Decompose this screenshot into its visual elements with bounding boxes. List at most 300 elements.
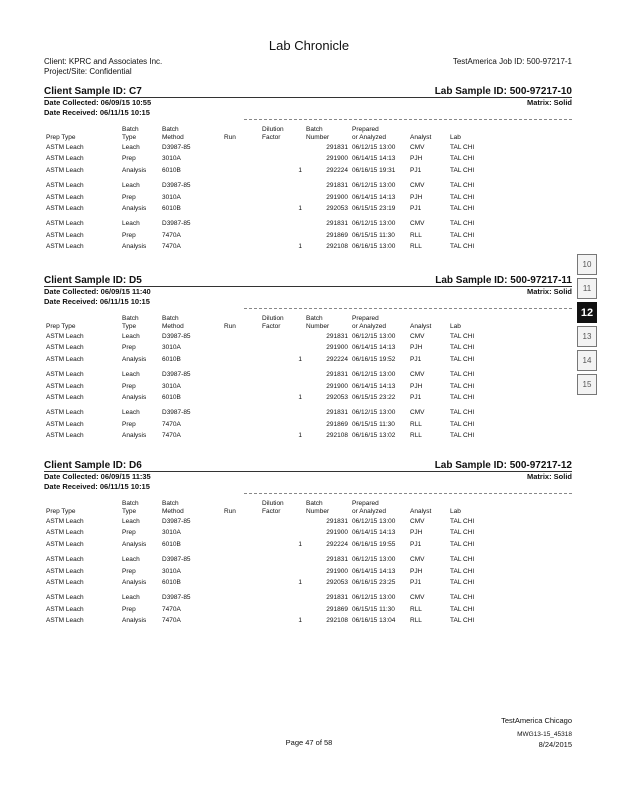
date-received: Date Received: 06/11/15 10:15	[44, 297, 150, 306]
table-cell	[222, 153, 260, 164]
table-cell: CMV	[410, 144, 425, 151]
table-row	[44, 392, 492, 403]
table-row	[44, 203, 492, 214]
table-cell: 1	[298, 243, 302, 251]
table-cell: 1	[298, 617, 302, 625]
table-cell: TAL CHI	[450, 617, 475, 625]
table-cell	[260, 230, 304, 241]
matrix: Matrix: Solid	[526, 98, 572, 107]
table-cell	[222, 203, 260, 214]
column-header	[222, 500, 260, 508]
table-cell	[222, 369, 260, 380]
table-cell: ASTM Leach	[46, 144, 84, 151]
table-cell: ASTM Leach	[46, 220, 84, 228]
table-cell: Leach	[122, 182, 140, 190]
table-cell	[222, 430, 260, 441]
table-cell: PJH	[410, 155, 423, 163]
table-cell: 1	[298, 394, 302, 402]
table-cell: Analysis	[122, 394, 147, 402]
date-collected: Date Collected: 06/09/15 11:35	[44, 472, 151, 481]
table-cell: 291831	[326, 144, 348, 151]
table-cell: TAL CHI	[450, 529, 475, 537]
table-cell	[222, 230, 260, 241]
table-cell: Prep	[122, 605, 136, 613]
header-row	[44, 323, 492, 331]
table-cell: ASTM Leach	[46, 605, 84, 613]
table-cell: ASTM Leach	[46, 382, 84, 390]
table-cell: PJ1	[410, 355, 422, 363]
column-header: Factor	[262, 508, 281, 515]
table-cell: PJH	[410, 529, 423, 537]
table-cell: 06/12/15 13:00	[352, 220, 396, 228]
table-cell: TAL CHI	[450, 355, 475, 363]
table-cell: ASTM Leach	[46, 166, 84, 174]
table-cell	[222, 354, 260, 365]
page-number: Page 47 of 58	[285, 738, 333, 747]
table-cell: ASTM Leach	[46, 344, 84, 352]
table-cell: D3987-85	[162, 182, 191, 190]
table-cell: 06/15/15 11:30	[352, 605, 395, 613]
column-header: Method	[162, 134, 184, 141]
table-cell: 292224	[326, 540, 348, 548]
tab-14[interactable]: 14	[577, 350, 597, 371]
column-header: Type	[122, 134, 137, 141]
table-cell: ASTM Leach	[46, 182, 84, 190]
table-cell: ASTM Leach	[46, 567, 84, 575]
column-header: Analyst	[410, 508, 432, 515]
table-row	[44, 592, 492, 603]
table-cell: Analysis	[122, 617, 147, 625]
date-received: Date Received: 06/11/15 10:15	[44, 108, 150, 117]
table-cell: Leach	[122, 409, 140, 417]
column-header: Analyst	[410, 134, 432, 141]
table-row	[44, 142, 492, 153]
table-cell: 06/16/15 13:00	[352, 243, 396, 251]
table-cell	[260, 192, 304, 203]
table-cell: 06/12/15 13:00	[352, 594, 396, 602]
table-cell: 3010A	[162, 155, 181, 163]
column-header: Run	[224, 508, 236, 515]
column-header: Lab	[450, 323, 461, 330]
table-cell: PJ1	[410, 166, 422, 174]
table-cell: 06/14/15 14:13	[352, 155, 396, 163]
table-cell: TAL CHI	[450, 144, 475, 151]
column-header: Analyst	[410, 323, 432, 330]
table-cell: TAL CHI	[450, 205, 475, 213]
table-cell: PJH	[410, 344, 423, 352]
table-cell: 06/15/15 11:30	[352, 231, 395, 239]
table-cell: Prep	[122, 193, 136, 201]
column-header: or Analyzed	[352, 134, 386, 141]
table-cell: 3010A	[162, 193, 181, 201]
table-cell	[260, 407, 304, 418]
table-cell: PJ1	[410, 579, 422, 587]
table-cell: TAL CHI	[450, 243, 475, 251]
table-cell: Prep	[122, 382, 136, 390]
table-cell: 06/12/15 13:00	[352, 182, 396, 190]
table-cell: TAL CHI	[450, 594, 475, 602]
client-name: Client: KPRC and Associates Inc.	[44, 57, 163, 66]
table-cell: Leach	[122, 333, 140, 340]
table-cell: CMV	[410, 182, 425, 190]
table-row	[44, 354, 492, 365]
table-cell: 6010B	[162, 540, 181, 548]
table-cell: TAL CHI	[450, 344, 475, 352]
column-header: Method	[162, 323, 184, 330]
table-cell: PJ1	[410, 394, 422, 402]
table-cell	[260, 342, 304, 353]
table-cell: TAL CHI	[450, 394, 475, 402]
column-header: Batch	[122, 315, 139, 322]
table-cell	[260, 419, 304, 430]
table-cell: ASTM Leach	[46, 231, 84, 239]
lab-sample-id: Lab Sample ID: 500-97217-12	[434, 460, 572, 471]
column-header: Prepared	[352, 315, 379, 322]
table-cell: 6010B	[162, 355, 181, 363]
table-cell: 6010B	[162, 166, 181, 174]
table-cell: 7470A	[162, 243, 181, 251]
table-cell: CMV	[410, 594, 425, 602]
column-header	[408, 126, 448, 134]
table-cell	[222, 516, 260, 527]
matrix: Matrix: Solid	[526, 472, 572, 481]
table-cell: 292224	[326, 166, 348, 174]
table-cell: 06/16/15 13:04	[352, 617, 396, 625]
table-cell: Prep	[122, 155, 136, 163]
table-cell: 292053	[326, 394, 348, 402]
column-header: Batch	[306, 500, 323, 507]
table-row	[44, 419, 492, 430]
table-cell: ASTM Leach	[46, 355, 84, 363]
table-cell: CMV	[410, 556, 425, 564]
table-cell: ASTM Leach	[46, 617, 84, 625]
table-cell: Analysis	[122, 540, 147, 548]
table-cell: 291831	[326, 333, 348, 340]
column-header	[408, 315, 448, 323]
column-header: Number	[306, 134, 330, 141]
table-cell	[222, 392, 260, 403]
table-cell: 291869	[326, 420, 348, 428]
column-header	[448, 500, 492, 508]
table-cell: D3987-85	[162, 144, 191, 151]
table-row	[44, 407, 492, 418]
header-row	[44, 500, 492, 508]
table-cell	[222, 527, 260, 538]
column-header: Prep Type	[46, 134, 76, 141]
table-cell	[222, 566, 260, 577]
table-cell	[260, 381, 304, 392]
table-cell: TAL CHI	[450, 166, 475, 174]
table-cell: 291900	[326, 529, 348, 537]
table-cell: 291900	[326, 382, 348, 390]
table-cell: TAL CHI	[450, 432, 475, 440]
table-row	[44, 331, 492, 342]
table-cell	[260, 369, 304, 380]
table-cell: 291831	[326, 371, 348, 379]
table-cell: 06/14/15 14:13	[352, 567, 396, 575]
tab-11[interactable]: 11	[577, 278, 597, 299]
table-cell: 292053	[326, 579, 348, 587]
table-cell: 1	[298, 355, 302, 363]
table-cell	[222, 241, 260, 252]
table-cell: D3987-85	[162, 594, 191, 602]
client-sample-id: Client Sample ID: D6	[44, 460, 142, 471]
table-cell	[222, 331, 260, 342]
table-cell: 292108	[326, 243, 348, 251]
column-header	[44, 500, 120, 508]
table-cell: Analysis	[122, 166, 147, 174]
table-cell: 3010A	[162, 382, 181, 390]
tab-12[interactable]: 12	[577, 302, 597, 323]
table-cell: Prep	[122, 420, 136, 428]
table-cell: ASTM Leach	[46, 409, 84, 417]
table-row	[44, 218, 492, 229]
column-header: Type	[122, 323, 137, 330]
table-cell	[260, 604, 304, 615]
table-cell: Leach	[122, 518, 140, 525]
table-cell: D3987-85	[162, 556, 191, 564]
matrix: Matrix: Solid	[526, 287, 572, 296]
table-cell: TAL CHI	[450, 518, 475, 525]
divider	[44, 471, 572, 472]
footer-date: 8/24/2015	[538, 740, 572, 749]
column-header: Lab	[450, 508, 461, 515]
lab-sample-id: Lab Sample ID: 500-97217-10	[434, 86, 572, 97]
table-cell	[222, 192, 260, 203]
table-cell: TAL CHI	[450, 556, 475, 564]
table-cell: Prep	[122, 567, 136, 575]
tab-15[interactable]: 15	[577, 374, 597, 395]
header-row	[44, 126, 492, 134]
table-cell: 291869	[326, 605, 348, 613]
table-cell: 06/15/15 11:30	[352, 420, 395, 428]
divider	[44, 97, 572, 98]
table-cell: D3987-85	[162, 371, 191, 379]
table-cell: RLL	[410, 420, 422, 428]
divider	[44, 286, 572, 287]
table-cell: ASTM Leach	[46, 193, 84, 201]
table-cell: TAL CHI	[450, 420, 475, 428]
table-row	[44, 192, 492, 203]
client-sample-id: Client Sample ID: C7	[44, 86, 142, 97]
table-row	[44, 342, 492, 353]
header-row	[44, 508, 492, 516]
column-header: Batch	[162, 126, 179, 133]
footer-company: TestAmerica Chicago	[501, 716, 572, 725]
table-row	[44, 381, 492, 392]
table-cell: D3987-85	[162, 220, 191, 228]
table-cell: 06/15/15 23:19	[352, 205, 396, 213]
table-cell	[222, 407, 260, 418]
table-cell: 06/16/15 19:55	[352, 540, 396, 548]
table-cell: ASTM Leach	[46, 420, 84, 428]
client-sample-id: Client Sample ID: D5	[44, 275, 142, 286]
table-cell: TAL CHI	[450, 579, 475, 587]
table-cell: 7470A	[162, 420, 181, 428]
table-cell: Prep	[122, 529, 136, 537]
table-cell	[260, 527, 304, 538]
table-cell: RLL	[410, 605, 422, 613]
table-cell: 06/15/15 23:22	[352, 394, 396, 402]
table-cell	[222, 218, 260, 229]
table-cell: 7470A	[162, 231, 181, 239]
table-cell	[260, 516, 304, 527]
table-cell: ASTM Leach	[46, 540, 84, 548]
divider	[244, 493, 572, 494]
table-row	[44, 230, 492, 241]
table-cell: 291900	[326, 155, 348, 163]
table-cell: D3987-85	[162, 409, 191, 417]
table-cell: 06/12/15 13:00	[352, 333, 396, 340]
table-cell: 06/16/15 19:52	[352, 355, 396, 363]
table-cell	[260, 142, 304, 153]
table-cell: 7470A	[162, 432, 181, 440]
column-header: Batch	[162, 500, 179, 507]
column-header	[44, 315, 120, 323]
table-cell	[222, 381, 260, 392]
table-cell: CMV	[410, 371, 425, 379]
table-cell: ASTM Leach	[46, 333, 84, 340]
column-header	[408, 500, 448, 508]
doc-code: MWG13-15_45318	[517, 731, 572, 738]
table-cell	[222, 165, 260, 176]
table-cell: Leach	[122, 594, 140, 602]
table-cell: ASTM Leach	[46, 594, 84, 602]
table-cell	[222, 554, 260, 565]
table-cell: Prep	[122, 231, 136, 239]
table-cell: ASTM Leach	[46, 371, 84, 379]
table-cell	[222, 539, 260, 550]
table-cell: 291831	[326, 220, 348, 228]
table-row	[44, 554, 492, 565]
table-cell: ASTM Leach	[46, 556, 84, 564]
table-cell: RLL	[410, 617, 422, 625]
table-cell: 1	[298, 205, 302, 213]
table-row	[44, 153, 492, 164]
table-cell: PJ1	[410, 540, 422, 548]
column-header: Prepared	[352, 500, 379, 507]
table-cell: Leach	[122, 556, 140, 564]
column-header: Prep Type	[46, 323, 76, 330]
table-cell: TAL CHI	[450, 540, 475, 548]
table-cell	[260, 554, 304, 565]
table-cell	[222, 142, 260, 153]
table-cell: RLL	[410, 432, 422, 440]
table-cell: 1	[298, 166, 302, 174]
table-row	[44, 566, 492, 577]
table-cell: 3010A	[162, 344, 181, 352]
table-row	[44, 604, 492, 615]
column-header: or Analyzed	[352, 508, 386, 515]
table-cell	[222, 180, 260, 191]
tab-10[interactable]: 10	[577, 254, 597, 275]
column-header: Batch	[162, 315, 179, 322]
table-row	[44, 165, 492, 176]
table-cell: TAL CHI	[450, 567, 475, 575]
table-cell: ASTM Leach	[46, 518, 84, 525]
table-cell: TAL CHI	[450, 333, 475, 340]
table-cell: 06/12/15 13:00	[352, 518, 396, 525]
table-cell: 292108	[326, 617, 348, 625]
table-cell: TAL CHI	[450, 155, 475, 163]
table-cell: Leach	[122, 144, 140, 151]
table-cell: CMV	[410, 333, 425, 340]
column-header: Factor	[262, 134, 281, 141]
table-cell: PJH	[410, 382, 423, 390]
table-cell: 7470A	[162, 605, 181, 613]
table-cell: 291831	[326, 594, 348, 602]
table-cell	[222, 577, 260, 588]
table-cell: TAL CHI	[450, 382, 475, 390]
table-cell	[260, 331, 304, 342]
table-cell: 291869	[326, 231, 348, 239]
divider	[244, 308, 572, 309]
table-cell: 06/12/15 13:00	[352, 371, 396, 379]
table-cell: ASTM Leach	[46, 243, 84, 251]
column-header: Run	[224, 134, 236, 141]
table-cell: 1	[298, 540, 302, 548]
column-header: Lab	[450, 134, 461, 141]
table-cell	[260, 218, 304, 229]
date-received: Date Received: 06/11/15 10:15	[44, 482, 150, 491]
table-cell: 06/12/15 13:00	[352, 409, 396, 417]
table-cell	[222, 342, 260, 353]
chronicle-table	[44, 315, 492, 442]
column-header: or Analyzed	[352, 323, 386, 330]
table-cell: TAL CHI	[450, 182, 475, 190]
tab-13[interactable]: 13	[577, 326, 597, 347]
table-cell: Analysis	[122, 243, 147, 251]
table-cell: D3987-85	[162, 333, 191, 340]
column-header: Dilution	[262, 500, 284, 507]
table-cell: 06/14/15 14:13	[352, 382, 396, 390]
column-header: Type	[122, 508, 137, 515]
table-cell: Prep	[122, 344, 136, 352]
table-cell: RLL	[410, 231, 422, 239]
table-row	[44, 539, 492, 550]
column-header: Batch	[122, 126, 139, 133]
table-cell: 06/16/15 19:31	[352, 166, 396, 174]
table-cell: 3010A	[162, 567, 181, 575]
table-cell: 06/14/15 14:13	[352, 529, 396, 537]
table-cell: Analysis	[122, 355, 147, 363]
table-cell: TAL CHI	[450, 371, 475, 379]
divider	[244, 119, 572, 120]
column-header	[448, 126, 492, 134]
table-cell: 291900	[326, 567, 348, 575]
table-cell: 1	[298, 579, 302, 587]
table-cell: D3987-85	[162, 518, 191, 525]
column-header: Method	[162, 508, 184, 515]
table-cell: Leach	[122, 220, 140, 228]
table-cell	[260, 153, 304, 164]
column-header: Factor	[262, 323, 281, 330]
column-header	[448, 315, 492, 323]
project-site: Project/Site: Confidential	[44, 67, 132, 76]
column-header: Number	[306, 508, 330, 515]
table-row	[44, 241, 492, 252]
table-cell: 3010A	[162, 529, 181, 537]
table-cell: ASTM Leach	[46, 579, 84, 587]
table-cell: TAL CHI	[450, 193, 475, 201]
table-cell: Leach	[122, 371, 140, 379]
table-cell: TAL CHI	[450, 220, 475, 228]
lab-sample-id: Lab Sample ID: 500-97217-11	[435, 275, 572, 286]
table-cell: 292053	[326, 205, 348, 213]
table-cell	[260, 180, 304, 191]
table-cell: TAL CHI	[450, 231, 475, 239]
header-row	[44, 315, 492, 323]
